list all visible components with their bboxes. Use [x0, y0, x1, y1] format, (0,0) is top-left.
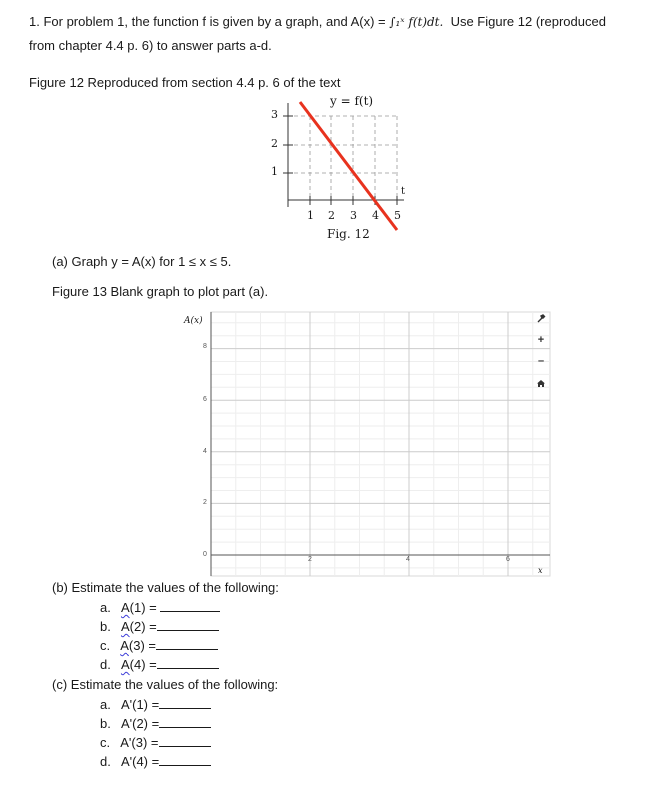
part-c-item-d: [100, 753, 211, 769]
item-marker: a.: [100, 697, 111, 712]
fig13-xlabel-2: 2: [308, 556, 312, 563]
item-marker: a.: [100, 600, 111, 615]
fig12-xlabel-3: 3: [350, 209, 357, 222]
part-c-item-a: [100, 696, 211, 712]
item-text: A'(3) =: [120, 735, 159, 750]
item-arg: (1) =: [129, 600, 157, 615]
fig13-y-axis-label: A(x): [184, 316, 203, 326]
fig13-ylabel-8: 8: [203, 343, 207, 350]
fig12-ylabel-3: 3: [271, 108, 278, 121]
fig12-xlabel-1: 1: [307, 209, 314, 222]
fig13-x-axis-label: x: [538, 566, 543, 575]
figure13-caption: Figure 13 Blank graph to plot part (a).: [52, 284, 269, 299]
fig13-xlabel-4: 4: [406, 556, 410, 563]
fig12-xlabel-2: 2: [328, 209, 335, 222]
fig12-function-label: y = f(t): [330, 94, 374, 108]
item-marker: d.: [100, 754, 111, 769]
func-name: A: [120, 619, 130, 634]
part-b-item-a: [100, 599, 220, 615]
integral-expression: ∫₁ˣ f(t)dt.: [389, 15, 444, 29]
part-b-item-b: [100, 618, 219, 634]
item-marker: c.: [100, 638, 111, 653]
func-name: A: [120, 638, 129, 653]
problem-statement-line2: from chapter 4.4 p. 6) to answer parts a-d.: [29, 38, 272, 53]
item-arg: (2) =: [129, 619, 157, 634]
part-c-item-c: [100, 734, 211, 750]
answer-blank[interactable]: [159, 715, 211, 728]
func-name: A: [120, 657, 130, 672]
answer-blank[interactable]: [159, 734, 211, 747]
fig13-ylabel-0: 0: [203, 551, 207, 558]
fig13-ylabel-6: 6: [203, 396, 207, 403]
answer-blank[interactable]: [160, 599, 220, 612]
fig12-axis-var: t: [401, 186, 406, 197]
intro-prefix: 1. For problem 1, the function f is given by a graph, and A(x) =: [29, 14, 390, 29]
item-arg: (3) =: [128, 638, 157, 653]
fig13-ylabel-4: 4: [203, 448, 207, 455]
answer-blank[interactable]: [157, 618, 219, 631]
part-c-heading: (c) Estimate the values of the following:: [52, 677, 279, 692]
wrench-icon[interactable]: [532, 310, 550, 328]
fig12-ylabel-2: 2: [271, 137, 278, 150]
fig13-ylabel-2: 2: [203, 499, 207, 506]
item-text: A'(4) =: [120, 754, 160, 769]
zoom-out-minus-icon[interactable]: –: [537, 355, 545, 367]
fig12-ylabel-1: 1: [271, 165, 278, 178]
part-c-item-b: [100, 715, 211, 731]
zoom-in-plus-icon[interactable]: +: [537, 334, 545, 346]
func-name: A: [120, 600, 130, 615]
part-b-item-d: [100, 656, 219, 672]
item-text: A'(2) =: [120, 716, 160, 731]
part-b-heading: (b) Estimate the values of the following:: [52, 580, 279, 595]
item-marker: d.: [100, 657, 111, 672]
part-b-item-c: [100, 637, 218, 653]
item-marker: b.: [100, 619, 111, 634]
answer-blank[interactable]: [159, 753, 211, 766]
item-arg: (4) =: [129, 657, 157, 672]
item-marker: b.: [100, 716, 111, 731]
item-text: A'(1) =: [120, 697, 160, 712]
part-a-text: (a) Graph y = A(x) for 1 ≤ x ≤ 5.: [52, 254, 232, 269]
answer-blank[interactable]: [156, 637, 218, 650]
fig12-xlabel-5: 5: [394, 209, 401, 222]
fig13-plot-area: [211, 312, 550, 576]
fig13-xlabel-6: 6: [506, 556, 510, 563]
answer-blank[interactable]: [159, 696, 211, 709]
home-icon[interactable]: [532, 374, 550, 392]
figure12-caption: Figure 12 Reproduced from section 4.4 p. 6 of the text: [29, 75, 341, 90]
fig12-label: Fig. 12: [327, 227, 370, 241]
item-marker: c.: [100, 735, 111, 750]
answer-blank[interactable]: [157, 656, 219, 669]
intro-suffix: Use Figure 12 (reproduced: [450, 14, 606, 29]
fig12-xlabel-4: 4: [372, 209, 379, 222]
